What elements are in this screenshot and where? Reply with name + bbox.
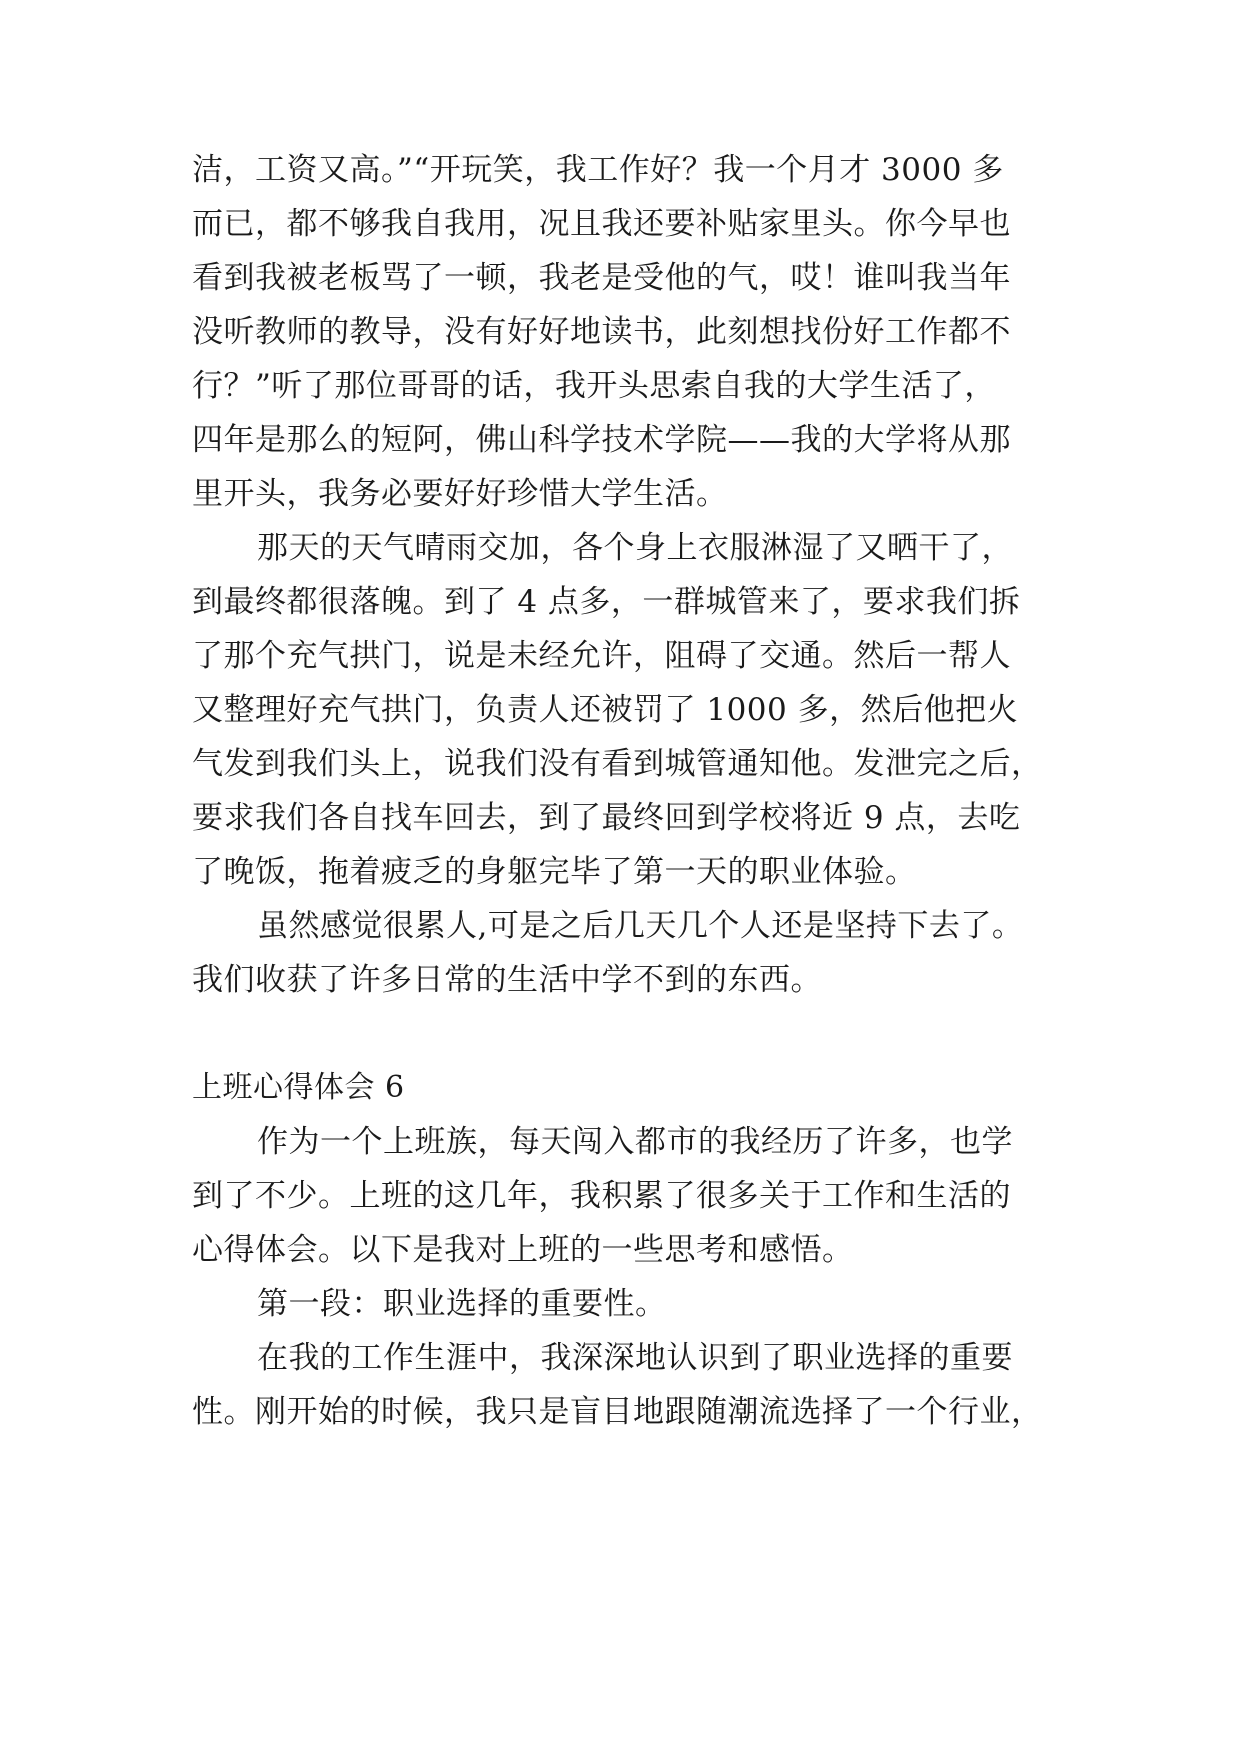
text-line: 看到我被老板骂了一顿，我老是受他的气，哎！谁叫我当年: [192, 260, 1011, 296]
text-line: 四年是那么的短阿，佛山科学技术学院——我的大学将从那: [192, 422, 1011, 458]
section-heading: 上班心得体会 6: [192, 1070, 405, 1105]
paragraph-start: 第一段：职业选择的重要性。: [257, 1286, 667, 1322]
text-line: 性。刚开始的时候，我只是盲目地跟随潮流选择了一个行业，: [192, 1394, 1043, 1430]
text-line: 而已，都不够我自我用，况且我还要补贴家里头。你今早也: [192, 206, 1011, 242]
text-line: 要求我们各自找车回去，到了最终回到学校将近 9 点，去吃: [192, 800, 1021, 836]
text-line: 里开头，我务必要好好珍惜大学生活。: [192, 476, 728, 512]
paragraph-start: 在我的工作生涯中，我深深地认识到了职业选择的重要: [257, 1340, 1013, 1376]
text-line: 没听教师的教导，没有好好地读书，此刻想找份好工作都不: [192, 314, 1011, 350]
text-line: 到最终都很落魄。到了 4 点多，一群城管来了，要求我们拆: [192, 584, 1021, 620]
text-line: 洁，工资又高。”“开玩笑，我工作好？我一个月才 3000 多: [192, 152, 1004, 188]
text-line: 了晚饭，拖着疲乏的身躯完毕了第一天的职业体验。: [192, 854, 917, 890]
text-line: 到了不少。上班的这几年，我积累了很多关于工作和生活的: [192, 1178, 1011, 1214]
text-line: 气发到我们头上，说我们没有看到城管通知他。发泄完之后，: [192, 746, 1043, 782]
paragraph-start: 虽然感觉很累人,可是之后几天几个人还是坚持下去了。: [257, 908, 1024, 944]
text-line: 心得体会。以下是我对上班的一些思考和感悟。: [192, 1232, 854, 1268]
paragraph-start: 那天的天气晴雨交加，各个身上衣服淋湿了又晒干了，: [257, 530, 1013, 566]
text-line: 了那个充气拱门，说是未经允许，阻碍了交通。然后一帮人: [192, 638, 1011, 674]
paragraph-start: 作为一个上班族，每天闯入都市的我经历了许多，也学: [257, 1124, 1013, 1160]
text-line: 我们收获了许多日常的生活中学不到的东西。: [192, 962, 822, 998]
text-line: 又整理好充气拱门，负责人还被罚了 1000 多，然后他把火: [192, 692, 1019, 728]
text-line: 行？”听了那位哥哥的话，我开头思索自我的大学生活了，: [192, 368, 996, 404]
